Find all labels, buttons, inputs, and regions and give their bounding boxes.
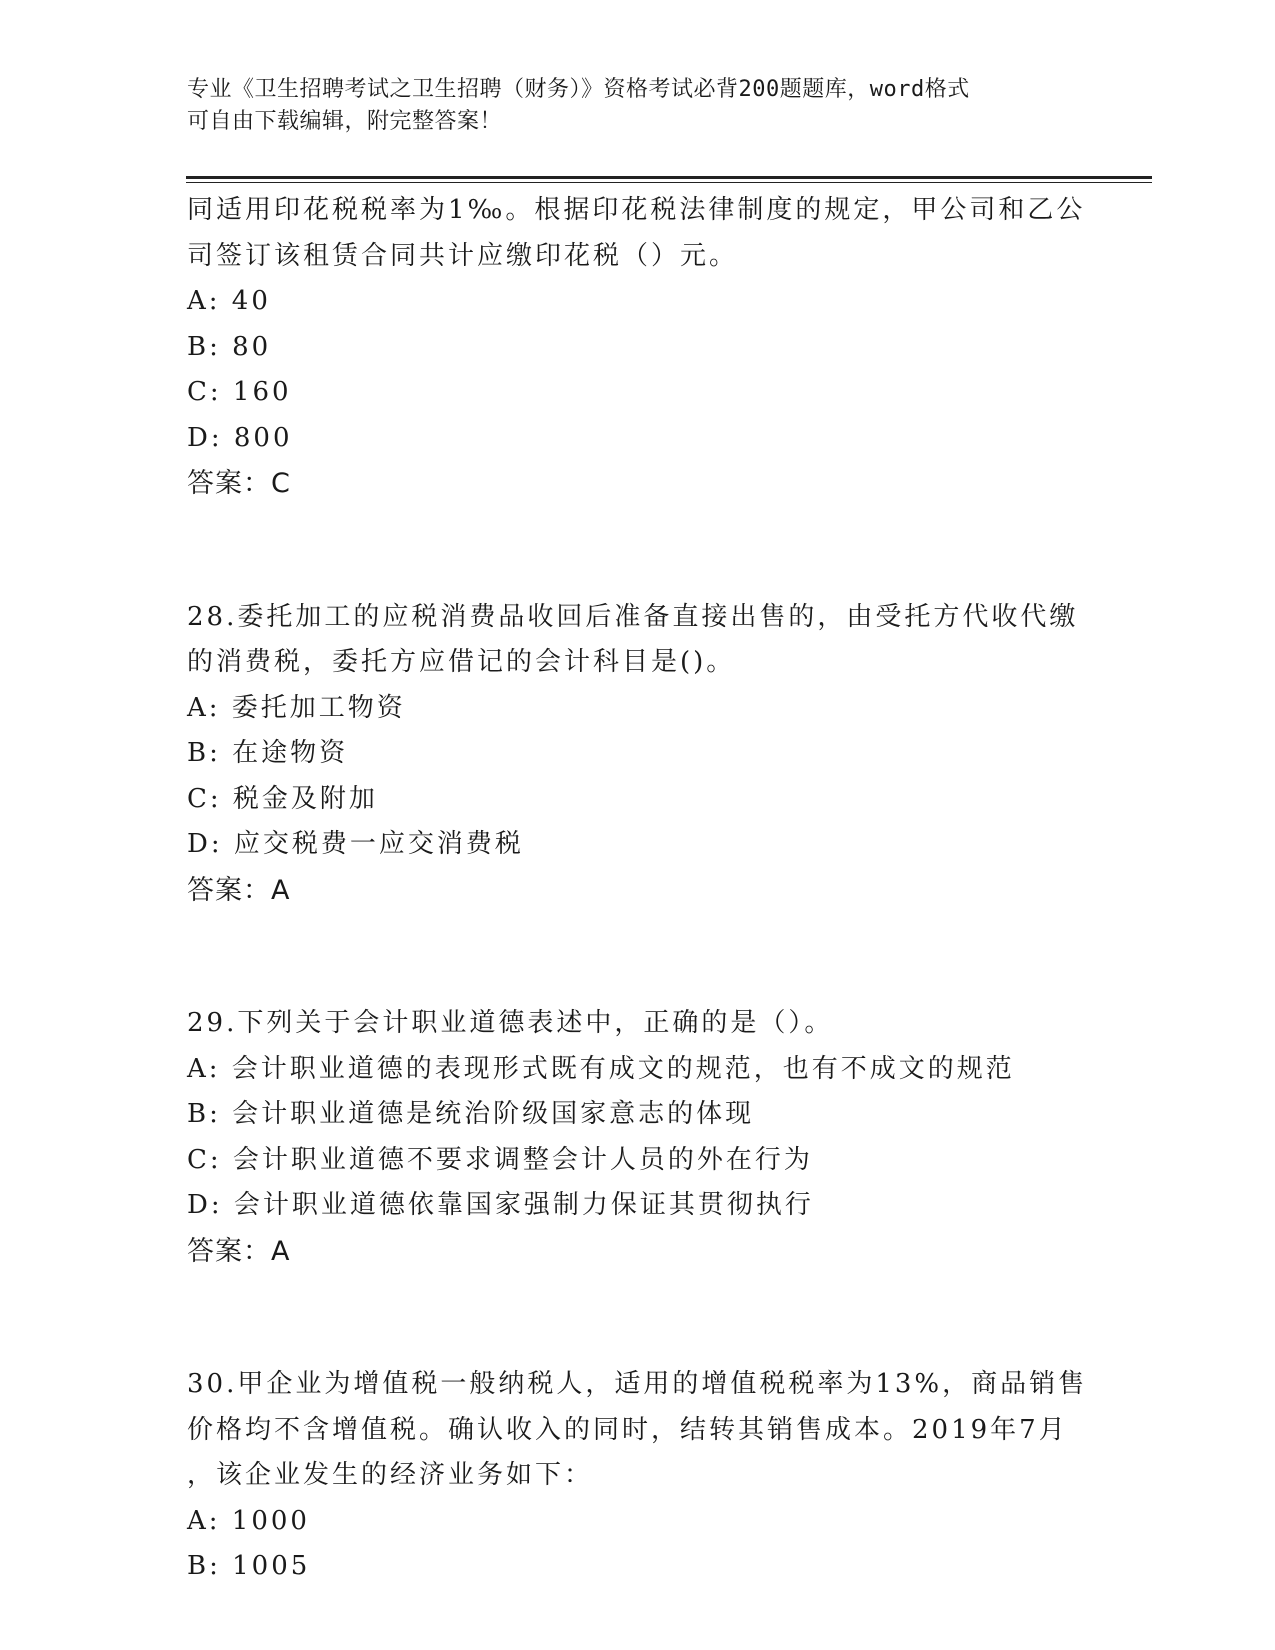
spacer <box>187 507 1107 595</box>
spacer <box>187 913 1107 1001</box>
header-rule-thin <box>186 182 1152 183</box>
question-29 <box>187 1001 1107 1274</box>
question-27 <box>187 188 1107 507</box>
question-text: 司签订该租赁合同共计应缴印花税（）元。 <box>187 240 739 271</box>
option-c: C: 会计职业道德不要求调整会计人员的外在行为 <box>187 1144 813 1175</box>
question-30 <box>187 1362 1107 1590</box>
option-c: C: 税金及附加 <box>187 783 378 814</box>
spacer <box>187 1274 1107 1362</box>
question-text: 29.下列关于会计职业道德表述中，正确的是（）。 <box>187 1008 834 1038</box>
option-d: D: 应交税费一应交消费税 <box>187 829 524 859</box>
question-text: ，该企业发生的经济业务如下： <box>187 1460 594 1490</box>
question-text: 同适用印花税税率为1‰。根据印花税法律制度的规定，甲公司和乙公 <box>187 195 1086 225</box>
header-rule-thick <box>186 176 1152 179</box>
option-a: A: 委托加工物资 <box>187 692 406 723</box>
question-text: 30.甲企业为增值税一般纳税人，适用的增值税税率为13%，商品销售 <box>187 1369 1088 1399</box>
option-a: A: 1000 <box>187 1505 310 1536</box>
question-28 <box>187 595 1107 914</box>
option-b: B: 在途物资 <box>187 738 349 768</box>
answer: 答案：C <box>187 468 291 499</box>
option-a: A: 会计职业道德的表现形式既有成文的规范，也有不成文的规范 <box>187 1053 1015 1084</box>
answer: 答案：A <box>187 1235 291 1267</box>
question-text: 价格均不含增值税。确认收入的同时，结转其销售成本。2019年7月 <box>187 1414 1068 1445</box>
document-header <box>187 74 1087 138</box>
question-text: 的消费税，委托方应借记的会计科目是()。 <box>187 647 736 677</box>
option-a: A: 40 <box>187 286 271 316</box>
option-b: B: 1005 <box>187 1551 311 1581</box>
option-b: B: 80 <box>187 331 272 362</box>
answer: 答案：A <box>187 874 291 906</box>
header-line-1: 专业《卫生招聘考试之卫生招聘（财务）》资格考试必背200题题库，word格式 <box>187 77 970 102</box>
option-d: D: 800 <box>187 422 293 453</box>
document-body <box>187 188 1107 1590</box>
question-text: 28.委托加工的应税消费品收回后准备直接出售的，由受托方代收代缴 <box>187 601 1079 632</box>
option-b: B: 会计职业道德是统治阶级国家意志的体现 <box>187 1099 755 1129</box>
header-line-2: 可自由下载编辑，附完整答案！ <box>187 109 503 134</box>
option-d: D: 会计职业道德依靠国家强制力保证其贯彻执行 <box>187 1190 814 1220</box>
option-c: C: 160 <box>187 377 292 407</box>
